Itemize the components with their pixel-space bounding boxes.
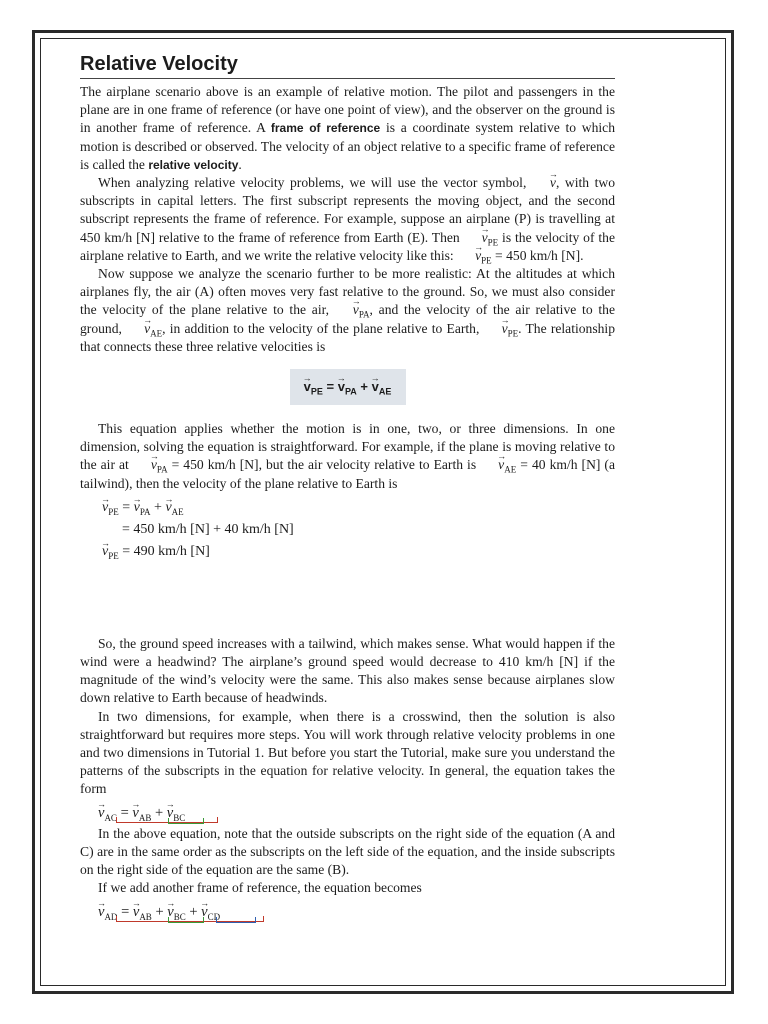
inner-subscript-bracket	[168, 818, 204, 824]
paragraph-7: In the above equation, note that the outside subscripts on the right side of the equation (A and C) are in the same order as the subscripts on the left side of the equation, and the inside subscripts on the right side of the equation are the same (B).	[80, 825, 615, 878]
key-equation-box: → $v_{PE}$ = → $v_{PA}$ + → $v_{AE}$	[290, 369, 406, 405]
term-frame-of-reference: frame of reference	[270, 121, 381, 136]
worked-line-3: → $v_{PE} = 490$ km/h [N]	[102, 541, 615, 563]
term-relative-velocity: relative velocity	[148, 157, 239, 172]
worked-equation	[102, 497, 615, 563]
section-heading: Relative Velocity	[80, 52, 615, 79]
vector-v-symbol: → v	[532, 174, 556, 192]
document-body	[80, 52, 615, 924]
paragraph-8: If we add another frame of reference, the equation becomes	[98, 880, 422, 896]
paragraph-5: So, the ground speed increases with a tailwind, which makes sense. What would happen if the wind were a headwind? The airplane’s ground speed would decrease to 410 km/h [N] if the magnitude of the wind’s velocity were the same. This also makes sense because airplanes slow down relative to Earth because of headwinds.	[80, 635, 615, 706]
blank-space	[80, 563, 615, 635]
inner-subscript-bracket-ab-bc	[168, 917, 204, 923]
paragraph-3: Now suppose we analyze the scenario further to be more realistic: At the altitudes at which airplanes fly, the air (A) often moves very fast relative to the ground. So, we must also consider the velocity of the plane relative to the air, → $v_{PA}$, and the velocity of the air relative to the ground, → $v_{AE}$, in addition to the velocity of the plane relative to Earth, → $v_{PE}$. The relationship that connects these three relative velocities is	[80, 265, 615, 356]
paragraph-4: This equation applies whether the motion is in one, two, or three dimensions. In one dimension, solving the equation is straightforward. For example, if the plane is moving relative to the air at → $v_{PA} = 450$ km/h [N], but the air velocity relative to Earth is → $v_{AE} = 40$ km/h [N] (a tailwind), then the velocity of the plane relative to Earth is	[80, 420, 615, 493]
extended-equation: → $v_{AD}$ = → $v_{AB}$ + → $v_{BC}$ + → $v_{CD}$	[98, 902, 615, 924]
paragraph-1: The airplane scenario above is an example of relative motion. The pilot and passengers in the plane are in one frame of reference (or have one point of view), and the observer on the ground is in another frame of reference. A frame of reference is a coordinate system relative to which motion is described or observed. The velocity of an object relative to a specific frame of reference is called the relative velocity.	[80, 84, 615, 172]
paragraph-6: In two dimensions, for example, when there is a crosswind, then the solution is also straightforward but requires more steps. You will work through relative velocity problems in one and two dimensions in Tutorial 1. But before you start the Tutorial, make sure you understand the patterns of the subscripts in the equation for relative velocity. In general, the equation takes the form	[80, 708, 615, 797]
vector-v-pe: → v	[464, 229, 488, 247]
inner-subscript-bracket-bc-cd	[216, 917, 256, 923]
worked-line-1: → $v_{PE}$ = → $v_{PA}$ + → $v_{AE}$	[102, 497, 615, 519]
paragraph-2: When analyzing relative velocity problems, we will use the vector symbol, → v, with two subscripts in capital letters. The first subscript represents the moving object, and the second subscript represents the frame of reference. For example, suppose an airplane (P) is travelling at 450 km/h [N] relative to the frame of reference from Earth (E). Then → $v_{PE}$ is the velocity of the airplane relative to Earth, and we write the relative velocity like this: → $v_{PE} = 450$ km/h [N].	[80, 174, 615, 265]
general-equation: → $v_{AC}$ = → $v_{AB}$ + → $v_{BC}$	[98, 803, 615, 825]
worked-line-2: = 450 km/h [N] + 40 km/h [N]	[122, 521, 294, 537]
